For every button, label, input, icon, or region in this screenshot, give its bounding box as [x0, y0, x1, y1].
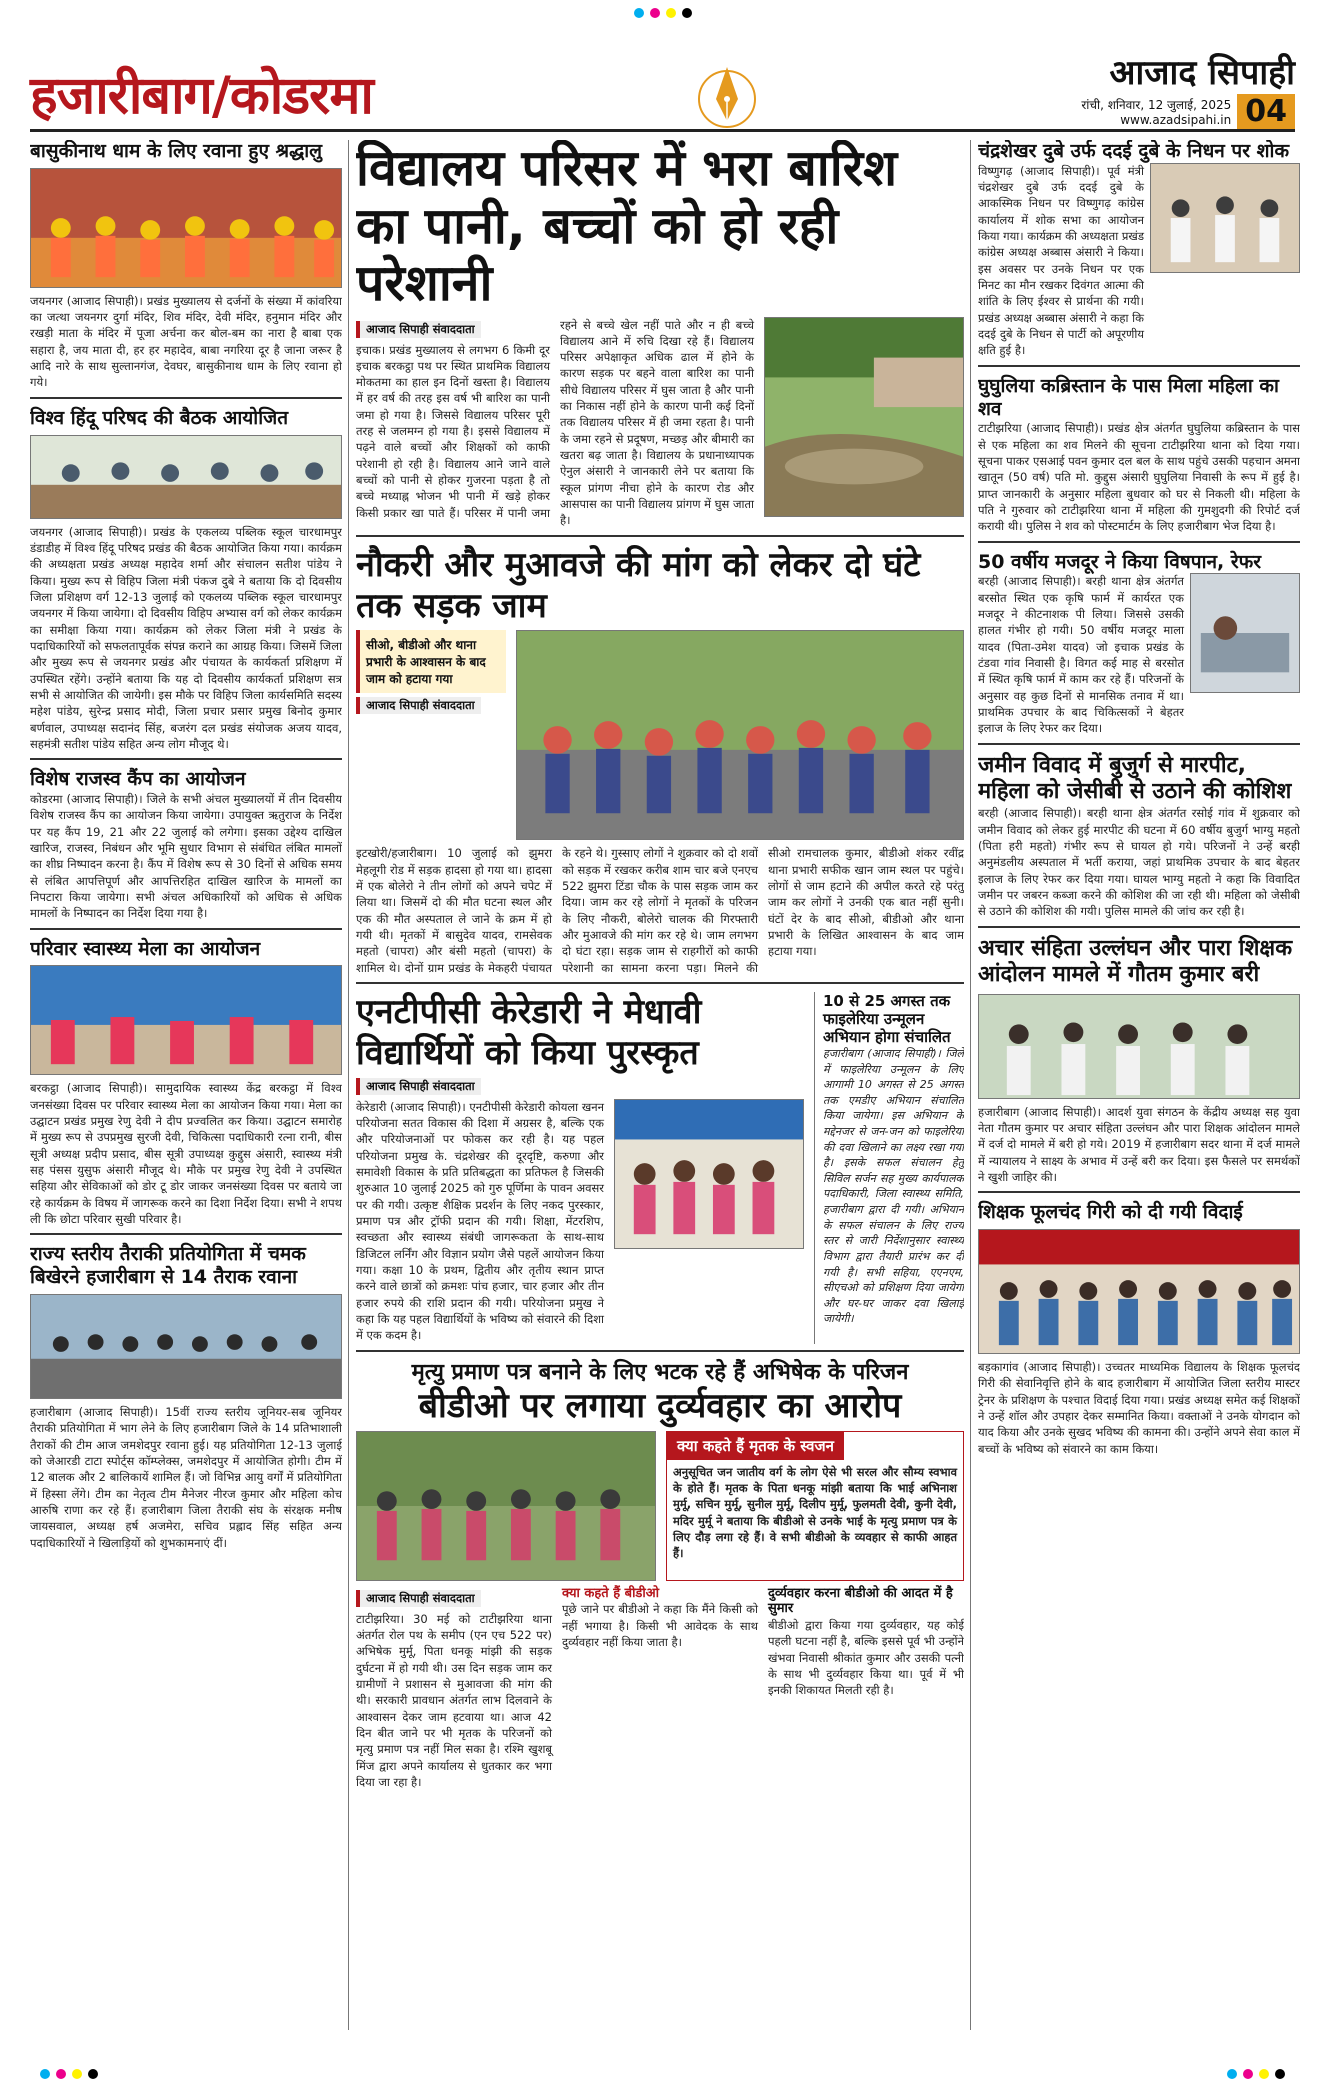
story-vhp-meeting	[30, 407, 342, 760]
story-labourer-poison	[978, 551, 1300, 745]
headline: बासुकीनाथ धाम के लिए रवाना हुए श्रद्धालु	[30, 140, 323, 162]
story-text: बरही (आजाद सिपाही)। बरही थाना क्षेत्र अंतर्गत बरसोत स्थित एक कृषि फार्म में कार्यरत एक मजदूर ने कीटनाशक पी लिया। जिससे उसकी हालत गंभीर हो गयी। 50 वर्षीय मजदूर माला यादव (पिता-उमेश यादव) जो इचाक प्रखंड के टंडवा गांव निवासी है। विगत कई माह से बरसोत में स्थित कृषि फार्म में काम कर रहे हैं। परिजनों के अनुसार वह कुछ दिनों से मानसिक तनाव में था। प्राथमिक उपचार के बाद चिकित्सकों ने बेहतर इलाज के लिए रेफर कर दिया।	[978, 574, 1184, 736]
lead-story-school	[356, 140, 964, 537]
story-text: इटखोरी/हजारीबाग। 10 जुलाई को झुमरा मेहलूगी रोड में सड़क हादसा हो गया था। हादसा में एक बोलेरो ने तीन लोगों को अपने चपेट में लिया था। जिसमें दो की मौत घटना स्थल और एक की मौत अस्पताल ले जाने के क्रम में हो गयी थी। मृतकों में बासुदेव यादव, रामसेवक महतो (चापरा) और बंसी महतो (चापरा) के शामिल थे। दोनों ग्राम प्रखंड के मेकहरी पंचायत के रहने थे। गुस्साए लोगों ने शुक्रवार को दो शवों को सड़क में रखकर करीब शाम चार बजे एनएच 522 झुमरा टिंडा चौक के पास सड़क जाम कर दिया। जाम कर रहे लोगों ने मृतकों के परिजन के लिए नौकरी, बोलेरो चालक की गिरफ्तारी और मुआवजे की मांग कर रहे थे। जाम लगभग दो घंटा रहा। सड़क जाम से राहगीरों को काफी परेशानी का सामना करना पड़ा। मिलने की सीओ रामचालक कुमार, बीडीओ शंकर रवींद्र थाना प्रभारी सफीक खान जाम स्थल पर पहुंचे। लोगों से जाम हटाने की अपील करते रहे परंतु जाम कर लोगों ने उनकी एक बात नहीं सुनी। घंटों देर के बाद सीओ, बीडीओ और थाना प्रभारी के लिखित आश्वासन के बाद जाम हटाया गया।	[356, 846, 964, 975]
dateline: रांची, शनिवार, 12 जुलाई, 2025	[1081, 98, 1232, 112]
photo-swimmers	[30, 1294, 342, 1399]
story-text: केरेडारी (आजाद सिपाही)। एनटीपीसी केरेडारी कोयला खनन परियोजना सतत विकास की दिशा में अग्रसर है, बल्कि एक और परियोजनाओं पर फोकस कर रही है। यह पहल परियोजना प्रमुख के. चंद्रशेखर की दूरदृष्टि, करुणा और समावेशी विकास के प्रति प्रतिबद्धता का प्रतिफल है जिसकी शुरुआत 10 जुलाई 2025 को गुरु पूर्णिमा के पावन अवसर पर की गयी। उत्कृष्ट शैक्षिक प्रदर्शन के लिए नकद पुरस्कार, प्रमाण पत्र और ट्रॉफी प्रदान की गयी। शिक्षा, मेंटरशिप, स्वच्छता और स्वास्थ्य संबंधी जागरूकता के साथ-साथ डिजिटल लर्निंग और विज्ञान प्रयोग जैसे पहलें आयोजन किया गया। कक्षा 10 के प्रथम, द्वितीय और तृतीय स्थान प्राप्त करने वाले छात्रों को क्रमशः पांच हजार, चार हजार और तीन हजार रुपये की राशि प्रदान की गयी। परियोजना प्रमुख ने कहा कि यह पहल विद्यार्थियों के भविष्य को संवारने की दिशा में एक कदम है।	[356, 1099, 604, 1343]
headline: जमीन विवाद में बुजुर्ग से मारपीट, महिला को जेसीबी से उठाने की कोशिश	[978, 752, 1292, 805]
cyan-dot	[40, 2069, 50, 2079]
story-basukinath	[30, 140, 342, 399]
region-title: हजारीबाग/कोडरमा	[30, 66, 373, 126]
sub-headline-bdo: क्या कहते हैं बीडीओ	[562, 1585, 660, 1601]
headline: परिवार स्वास्थ्य मेला का आयोजन	[30, 937, 261, 960]
photo-gautam	[978, 994, 1300, 1099]
story-health-fair	[30, 938, 342, 1236]
photo-bdo-protest	[356, 1431, 656, 1581]
sub-text-bdo: पूछे जाने पर बीडीओ ने कहा कि मैंने किसी को नहीं भगाया है। किसी भी आवेदक के साथ दुर्व्यवहार नहीं किया जाता है।	[562, 1602, 758, 1649]
headline: 10 से 25 अगस्त तक फाइलेरिया उन्मूलन अभियान होगा संचालित	[823, 991, 951, 1046]
masthead	[30, 36, 1295, 132]
headline: घुघुलिया कब्रिस्तान के पास मिला महिला का शव	[978, 374, 1279, 420]
photo-road-jam	[516, 630, 964, 840]
story-text: बरकट्ठा (आजाद सिपाही)। सामुदायिक स्वास्थ्य केंद्र बरकट्ठा में विश्व जनसंख्या दिवस पर परिवार स्वास्थ्य मेला का आयोजन किया गया। मेला का उद्घाटन प्रखंड प्रमुख रेणु देवी ने दीप प्रज्वलित कर किया। उद्घाटन समारोह में मुख्य रूप से उपप्रमुख सुरजी देवी, चिकित्सा पदाधिकारी रत्ना रानी, बीस सूत्री अध्यक्ष प्रदीप प्रसाद, बीस सूत्री उपाध्यक्ष कुद्दुस अंसारी, स्वास्थ्य मंत्री सह पंसस युसुफ अंसारी मौजूद थे। मौके पर प्रमुख रेणु देवी ने उपस्थित सहिया और सेविकाओं को डोर टू डोर जाकर जनसंख्या दिवस पर बताये जा रहे कार्यक्रम के विषय में जागरूक करने का दिशा निर्देश दिया। सभी ने शपथ ली कि छोटा परिवार सुखी परिवार है।	[30, 1081, 342, 1226]
story-ntpc	[356, 992, 964, 1352]
headline: विशेष राजस्व कैंप का आयोजन	[30, 768, 246, 791]
center-column	[356, 140, 964, 2030]
story-text: बरही (आजाद सिपाही)। बरही थाना क्षेत्र अंतर्गत रसोई गांव में शुक्रवार को जमीन विवाद को लेकर हुई मारपीट की घटना में 60 वर्षीय बुजुर्ग भाग्यु महतो (पिता हरी महतो) गंभीर रूप से घायल हो गये। परिजनों ने उन्हें बरही अनुमंडलीय अस्पताल में भर्ती कराया, जहां प्राथमिक उपचार के बाद बेहतर इलाज के लिए रेफर कर दिया गया। घायल भाग्यु महतो ने कहा कि विवादित जमीन पर जबरन कब्जा करने की कोशिश की जा रही थी। महिला को जेसीबी से उठाने की कोशिश की गयी। पुलिस मामले की जांच कर रही है।	[978, 806, 1300, 919]
magenta-dot	[56, 2069, 66, 2079]
box-title: क्या कहते हैं मृतक के स्वजन	[667, 1432, 844, 1460]
black-dot	[1275, 2069, 1285, 2079]
story-gautam-acquitted	[978, 936, 1300, 1193]
pen-nib-icon	[672, 59, 782, 129]
brand-block	[1081, 48, 1295, 129]
box-text: अनुसूचित जन जातीय वर्ग के लोग ऐसे भी सरल और सौम्य स्वभाव के होते हैं। मृतक के पिता धनकू मांझी बताया कि भाई अभिनाश मुर्मू, सचिन मुर्मू, सुनील मुर्मू, दिलीप मुर्मू, फुलमती देवी, कुनी देवी, मदिर मुर्मू ने बताया कि बीडीओ से उनके भाई के मृत्यु प्रमाण पत्र के लिए दौड़ लगा रहे हैं। वे सभी बीडीओ के व्यवहार से काफी आहत हैं।	[673, 1464, 957, 1561]
photo-waterlogged-school	[764, 317, 964, 517]
pen-logo	[373, 59, 1081, 129]
lead-text-cols	[356, 317, 754, 529]
photo-patient	[1190, 573, 1300, 693]
yellow-dot	[72, 2069, 82, 2079]
story-text: टाटीझरिया। 30 मई को टाटीझरिया थाना अंतर्गत रोल पथ के समीप (एन एच 522 पर) अभिषेक मुर्मू, पिता धनकू मांझी की सड़क दुर्घटना में हो गयी थी। उस दिन सड़क जाम कर ग्रामीणों ने प्रशासन से मुआवजा की मांग की थी। सरकारी प्रावधान अंतर्गत लाभ दिलवाने के आश्वासन देकर जाम हटवाया था। आज 42 दिन बीत जाने पर भी मृतक के परिजनों को मृत्यु प्रमाण पत्र नहीं मिल सका है। रश्मि खुशबू मिंज द्वारा अपने कार्यालय से धुतकार कर भगा दिया जा रहा है।	[356, 1611, 552, 1789]
story-text: हजारीबाग (आजाद सिपाही)। 15वीं राज्य स्तरीय जूनियर-सब जूनियर तैराकी प्रतियोगिता में भाग लेने के लिए हजारीबाग जिले के 14 प्रतिभाशाली तैराकों की टीम आज जमशेदपुर रवाना हुई। यह प्रतियोगिता 12-13 जुलाई को जेआरडी टाटा स्पोर्ट्स कॉम्प्लेक्स, जमशेदपुर में आयोजित होगी। टीम में 12 बालक और 2 बालिकायें शामिल हैं। जो विभिन्न आयु वर्गों में प्रतियोगिता में हिस्सा लेंगे। टीम का नेतृत्व टीम मैनेजर नीरज कुमार और महिला कोच आरुषि राणा कर रहे हैं। हजारीबाग जिला तैराकी संघ के संरक्षक मनीष जायसवाल, अध्यक्ष हर्ष अजमेरा, सचिव प्रह्लाद सिंह सहित अन्य पदाधिकारियों ने खिलाड़ियों को शुभकामनाएं दीं।	[30, 1404, 342, 1550]
page-number: 04	[1237, 94, 1295, 129]
brand-meta	[1081, 94, 1295, 129]
website: www.azadsipahi.in	[1120, 113, 1232, 127]
registration-marks-top	[0, 8, 1325, 22]
story-land-dispute	[978, 753, 1300, 928]
magenta-dot	[1243, 2069, 1253, 2079]
column-rule	[970, 140, 972, 2030]
kicker: मृत्यु प्रमाण पत्र बनाने के लिए भटक रहे हैं अभिषेक के परिजन	[411, 1359, 909, 1385]
black-dot	[682, 8, 692, 18]
lead-headline: विद्यालय परिसर में भरा बारिश का पानी, बच्चों को हो रही परेशानी	[356, 140, 898, 312]
story-womans-body	[978, 375, 1300, 543]
registration-marks-bottom	[40, 2069, 1285, 2079]
story-text: टाटीझरिया (आजाद सिपाही)। प्रखंड क्षेत्र अंतर्गत घुघुलिया कब्रिस्तान के पास से एक महिला का शव मिलने की सूचना टाटीझरिया थाना को दिया गया। सूचना पाकर एसआई पवन कुमार दल बल के साथ पहुंचे उसकी पहचान अमना खातून (50 वर्ष) पति मो. कुद्दुस अंसारी घुघुलिया निवासी के रूप में हुई है। प्राप्त जानकारी के अनुसार महिला बुधवार को घर से निकली थी। महिला के पति ने गुरुवार को टाटीझरिया थाना में महिला की गुमशुदगी की रिपोर्ट दर्ज करायी थी। पुलिस ने शव को पोस्टमार्टम के लिए हजारीबाग भेज दिया है।	[978, 421, 1300, 534]
magenta-dot	[650, 8, 660, 18]
headline: अचार संहिता उल्लंघन और पारा शिक्षक आंदोलन मामले में गौतम कुमार बरी	[978, 935, 1293, 988]
story-condolence	[978, 140, 1300, 367]
photo-health-fair	[30, 965, 342, 1075]
left-column	[30, 140, 342, 2030]
headline: राज्य स्तरीय तैराकी प्रतियोगिता में चमक बिखेरने हजारीबाग से 14 तैराक रवाना	[30, 1243, 306, 1289]
story-text: जयनगर (आजाद सिपाही)। प्रखंड के एकलव्य पब्लिक स्कूल चारधामपुर डंडाडीह में विश्व हिंदू परिषद प्रखंड की बैठक आयोजित किया गया। कार्यक्रम की अध्यक्षता प्रखंड अध्यक्ष महादेव शर्मा और संचालन सतीश पांडेय ने किया। मुख्य रूप से विहिप जिला मंत्री पंकज दुबे ने बताया कि दो दिवसीय जिला प्रशिक्षण वर्ग 12-13 जुलाई को एकलव्य पब्लिक स्कूल चारधामपुर जयनगर में किया जायेगा। दो दिवसीय विहिप अभ्यास वर्ग को लेकर कार्यक्रम का समीक्षा किया गया। कार्यक्रम को लेकर जिला मंत्री ने प्रखंड के पदाधिकारियों को सफलतापूर्वक संपन्न कराने का आग्रह किया। जिसमें जिला और मुख्य रूप से जयनगर प्रखंड और पंचायत के कार्यकर्ता प्रशिक्षण में उपस्थित रहेंगे। उन्होंने बताया कि यह दो दिवसीय कार्यकर्ता प्रशिक्षण सत्र सभी से आयोजित की जायेगी। इस मौके पर विहिप जिला कार्यसमिति सदस्य महेश पांडेय, सुरेन्द्र प्रसाद मोदी, जिला प्रचार प्रसार प्रमुख बिनोद कुमार बर्णवाल, उपाध्यक्ष सदानंद सिंह, बजरंग दल प्रखंड संयोजक अजय यादव, सहमंत्री सतीश पांडेय सहित अन्य लोग मौजूद थे।	[30, 524, 342, 751]
column-rule	[348, 140, 350, 2030]
story-swimming	[30, 1243, 342, 1557]
photo-farewell	[978, 1229, 1300, 1354]
byline: आजाद सिपाही संवाददाता	[356, 321, 481, 338]
story-text: जयनगर (आजाद सिपाही)। प्रखंड मुख्यालय से दर्जनों के संख्या में कांवरिया का जत्था जयनगर दुर्गा मंदिर, शिव मंदिर, देवी मंदिर, हनुमान मंदिर और रखड़ी माता के मंदिर में पूजा अर्चना कर बोल-बम का नारा है बाबा एक सहारा है, जय माता दी, हर हर महादेव, बाबा नगरिया दूर है जाना जरूर है आदि नारे के साथ सुल्तानगंज, देवघर, बासुकीनाथ धाम के लिए रवाना हो गये।	[30, 293, 342, 390]
byline: आजाद सिपाही संवाददाता	[356, 1078, 481, 1095]
byline: आजाद सिपाही संवाददाता	[356, 697, 481, 714]
subdeck: सीओ, बीडीओ और थाना प्रभारी के आश्वासन के बाद जाम को हटाया गया	[356, 630, 506, 693]
byline: आजाद सिपाही संवाददाता	[356, 1590, 481, 1607]
sub-text-habit: बीडीओ द्वारा किया गया दुर्व्यवहार, यह कोई पहली घटना नहीं है, बल्कि इससे पूर्व भी उन्होंने खंभवा निवासी श्रीकांत कुमार और उसकी पत्नी के साथ भी दुर्व्यवहार किया था। पूर्व में भी इनकी शिकायत मिलती रही है।	[768, 1617, 964, 1698]
cyan-dot	[1227, 2069, 1237, 2079]
sub-headline-habit: दुर्व्यवहार करना बीडीओ की आदत में है सुमार	[768, 1585, 953, 1617]
story-text: इचाक। प्रखंड मुख्यालय से लगभग 6 किमी दूर इचाक बरकट्ठा पथ पर स्थित प्राथमिक विद्यालय मोकतमा का हाल इन दिनों खस्ता है। विद्यालय में हर वर्ष की तरह इस वर्ष भी बारिश का पानी जमा हो गया है। जिससे विद्यालय परिसर पूरी तरह से जलमग्न हो गया है। इससे विद्यालय में पढ़ने वाले बच्चों और शिक्षकों को काफी परेशानी हो रही है। विद्यालय आने जाने वाले बच्चों को पानी से होकर गुजरना पड़ता है तो बच्चे मध्याह्न भोजन भी पानी में खड़े होकर किसी प्रकार खा पाते हैं। परिसर में पानी जमा रहने से बच्चे खेल नहीं पाते और न ही बच्चे विद्यालय आने में रुचि दिखा रहे हैं। विद्यालय परिसर अपेक्षाकृत अधिक ढाल में होने के कारण सड़क पर बहने वाला बारिश का पानी सीधे विद्यालय परिसर में घुस जाता है और पानी का निकास नहीं होने के कारण पानी कई दिनों तक विद्यालय परिसर में ही जमा रहता है। पानी के जमा रहने से प्रदूषण, मच्छड़ और बीमारी का खतरा बढ़ जाता है। विद्यालय के प्रधानाध्यापक ऐनुल अंसारी ने जानकारी लेने पर बताया कि स्कूल प्रांगण नीचा होने के कारण रोड और आसपास का पानी विद्यालय प्रांगण में घुस जाता है।	[356, 317, 754, 528]
story-revenue-camp	[30, 768, 342, 929]
story-road-jam	[356, 545, 964, 984]
headline: शिक्षक फूलचंद गिरी को दी गयी विदाई	[978, 1201, 1243, 1224]
right-column	[978, 140, 1300, 2030]
story-text: कोडरमा (आजाद सिपाही)। जिले के सभी अंचल मुख्यालयों में तीन दिवसीय विशेष राजस्व कैंप का आयोजन किया जायेगा। उपायुक्त ऋतुराज के निर्देश पर यह कैंप 19, 21 और 22 जुलाई को लगेगा। इसका उद्देश्य दाखिल खारिज, राजस्व, निबंधन और भूमि सुधार विभाग से संबंधित लंबित मामलों का शीघ्र निष्पादन करना है। कैंप में विशेष रूप से 30 दिनों से अधिक समय से लंबित आपत्तिपूर्ण और आपत्तिरहित दाखिल खारिज के मामलों का निपटारा किया जायेगा। सभी अंचल अधिकारियों को अधिक से अधिक मामलों के निष्पादन का निर्देश दिया गया है।	[30, 791, 342, 921]
photo-ntpc-award	[614, 1099, 804, 1249]
black-dot	[88, 2069, 98, 2079]
story-text: बड़कागांव (आजाद सिपाही)। उच्चतर माध्यमिक विद्यालय के शिक्षक फूलचंद गिरी की सेवानिवृत्ति होने के बाद हजारीबाग में आयोजित जिला स्तरीय मास्टर ट्रेनर के प्रशिक्षण के पश्चात विदाई दिया गया। प्रखंड अध्यक्ष समेत कई शिक्षकों ने उन्हें शॉल और उपहार देकर सम्मानित किया। वक्ताओं ने उनके योगदान को याद किया और उनके सुखद भविष्य की कामना की। उन्होंने अपने सेवा काल में बच्चों के भविष्य को संवारने का काम किया।	[978, 1360, 1300, 1456]
headline: विश्व हिंदू परिषद की बैठक आयोजित	[30, 406, 289, 429]
headline: 50 वर्षीय मजदूर ने किया विषपान, रेफर	[978, 550, 1262, 573]
story-text: हजारीबाग (आजाद सिपाही)। जिले में फाइलेरिया उन्मूलन के लिए आगामी 10 अगस्त से 25 अगस्त तक एमडीए अभियान संचालित किया जायेगा। इस अभियान के मद्देनजर से जन-जन को फाइलेरिया की दवा खिलाने का लक्ष्य रखा गया है। इसके सफल संचालन हेतु सिविल सर्जन सह मुख्य कार्यपालक पदाधिकारी, जिला स्वास्थ्य समिति, हजारीबाग द्वारा दी गयी। अभियान के सफल संचालन के लिए राज्य स्तर से जारी निर्देशानुसार स्वास्थ्य विभाग द्वारा तैयारी प्रारंभ कर दी गयी है। सभी सहिया, एएनएम, सीएचओ को प्रशिक्षण दिया जायेगा और घर-घर जाकर दवा खिलाई जायेगी।	[823, 1046, 964, 1326]
photo-pilgrims	[30, 168, 342, 288]
story-text: विष्णुगढ़ (आजाद सिपाही)। पूर्व मंत्री चंद्रशेखर दुबे उर्फ ददई दुबे के आकस्मिक निधन पर विष्णुगढ़ कांग्रेस कार्यालय में शोक सभा का आयोजन किया गया। कार्यक्रम की अध्यक्षता प्रखंड कांग्रेस अध्यक्ष अब्बास अंसारी ने किया। इस अवसर पर उनके निधन पर एक मिनट का मौन रखकर दिवंगत आत्मा की शांति के लिए ईश्वर से प्रार्थना की गयी। प्रखंड अध्यक्ष अब्बास अंसारी ने कहा कि ददई दुबे के निधन से पार्टी को अपूरणीय क्षति हुई है।	[978, 163, 1144, 358]
story-text: हजारीबाग (आजाद सिपाही)। आदर्श युवा संगठन के केंद्रीय अध्यक्ष सह युवा नेता गौतम कुमार पर अचार संहिता उल्लंघन और पारा शिक्षक आंदोलन मामले में दर्ज दो मामले में बरी हो गये। 2019 में हजारीबाग सदर थाना में दर्ज मामले में न्यायालय ने साक्ष्य के अभाव में उन्हें बरी कर दिया। इस फैसले पर समर्थकों ने खुशी जाहिर की।	[978, 1104, 1300, 1184]
story-bdo	[356, 1360, 964, 1797]
headline: एनटीपीसी केरेडारी ने मेधावी विद्यार्थियों को किया पुरस्कृत	[356, 991, 702, 1073]
photo-condolence	[1150, 163, 1300, 273]
story-farewell	[978, 1201, 1300, 1463]
headline: नौकरी और मुआवजे की मांग को लेकर दो घंटे तक सड़क जाम	[356, 544, 921, 626]
page-grid	[30, 140, 1300, 2030]
sidebar-filaria	[814, 992, 964, 1344]
headline: बीडीओ पर लगाया दुर्व्यवहार का आरोप	[418, 1385, 902, 1426]
yellow-dot	[1259, 2069, 1269, 2079]
headline: चंद्रशेखर दुबे उर्फ ददई दुबे के निधन पर शोक	[978, 140, 1290, 162]
brand-name: आजाद सिपाही	[1109, 53, 1295, 93]
box-family-view	[666, 1431, 964, 1581]
cyan-dot	[634, 8, 644, 18]
yellow-dot	[666, 8, 676, 18]
photo-vhp	[30, 435, 342, 519]
